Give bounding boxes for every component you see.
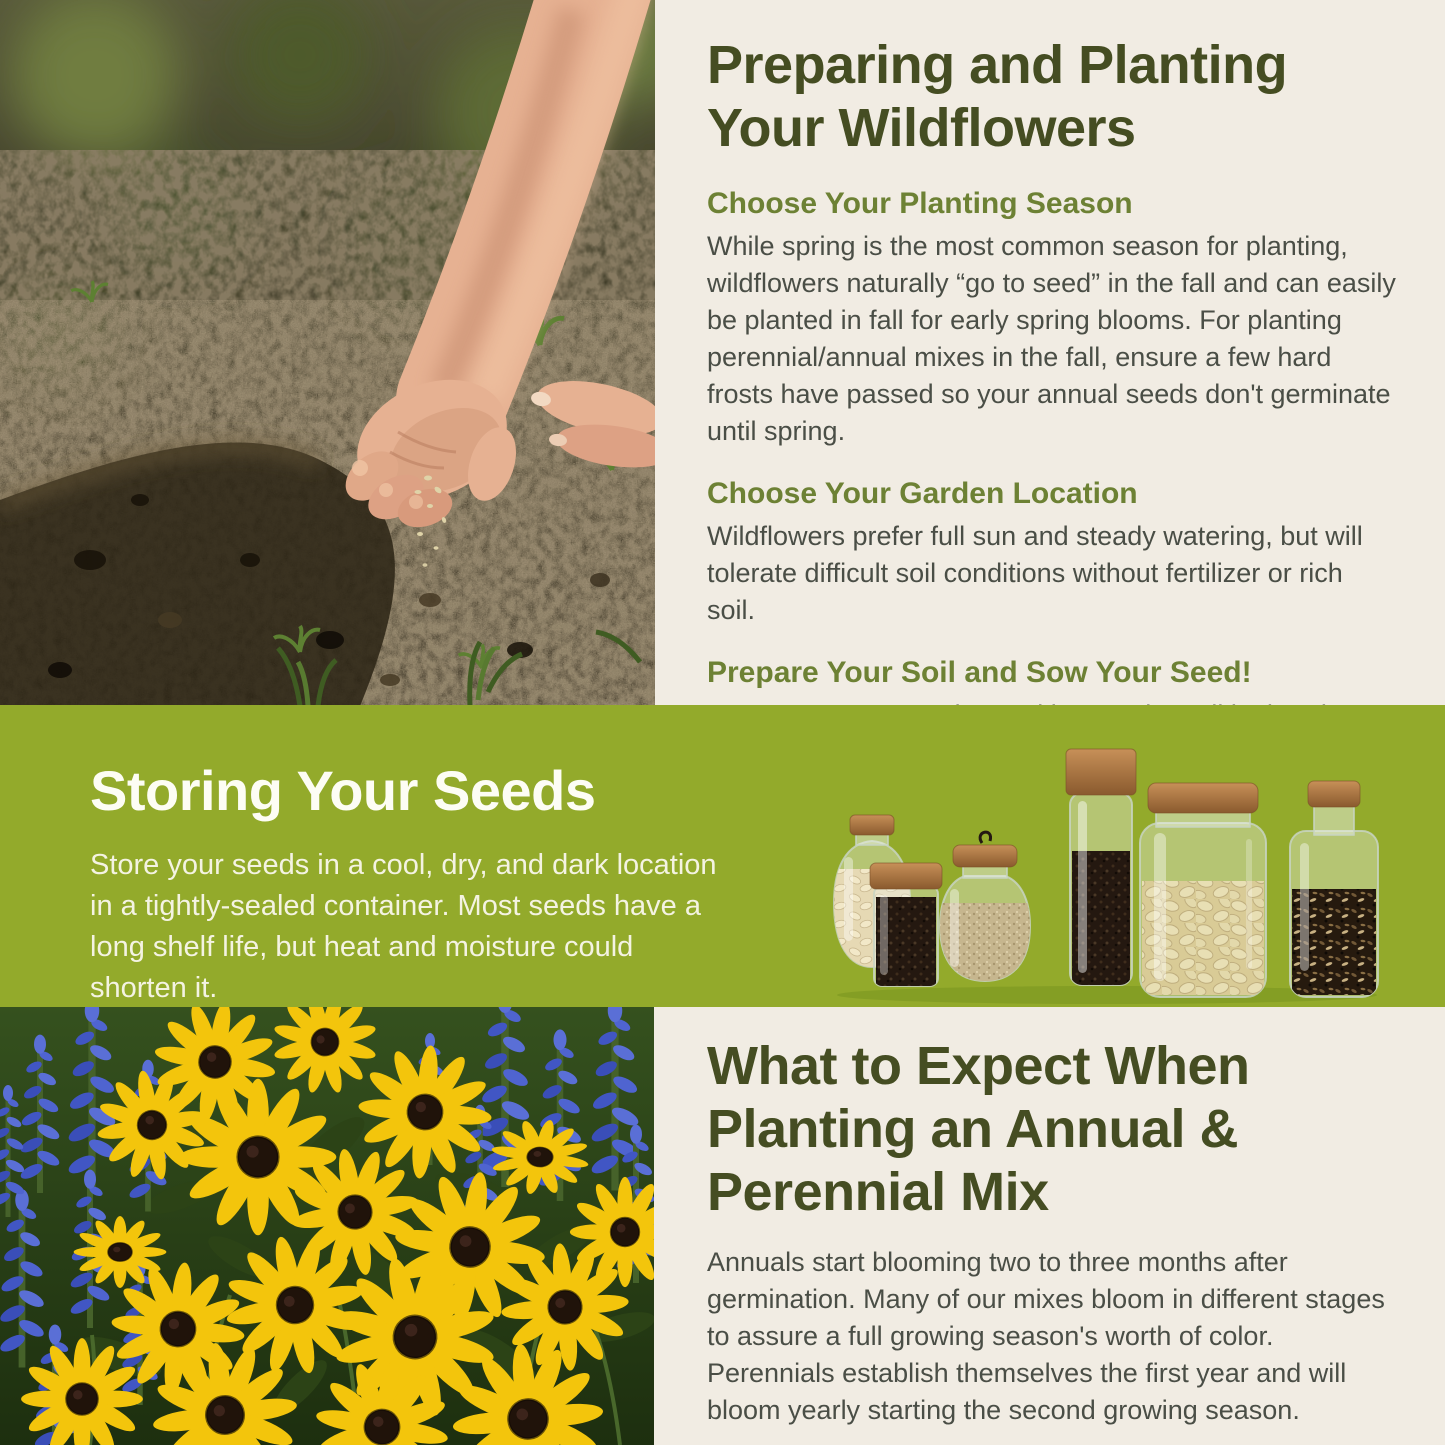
soil-photo-art: [0, 0, 655, 706]
expect-title-line-1: What to Expect When: [707, 1036, 1250, 1096]
section-planting-season: [707, 187, 1397, 450]
expect-title-line-3: Perennial Mix: [707, 1162, 1049, 1222]
seed-jars-art: [822, 731, 1397, 1007]
wildflowers-art: [0, 1007, 654, 1445]
seed-jar-slim-dark: [870, 863, 942, 986]
seed-jar-bottle: [1290, 781, 1378, 997]
seed-jar-squat: [940, 832, 1030, 981]
soil-sowing-photo: [0, 0, 655, 706]
seed-jar-pumpkin: [1140, 783, 1266, 997]
section-garden-location: [707, 477, 1397, 629]
section-heading-planting-season: Choose Your Planting Season: [707, 187, 1133, 220]
seed-jar-tall-tube: [1066, 749, 1136, 985]
page-title-line-1: Preparing and Planting: [707, 35, 1288, 95]
expect-body: Annuals start blooming two to three months after germination. Many of our mixes bloom in different stages to assure a full growing season's worth of color. Perennials establish themselves the first year and will bloom yearly starting the second growing season.: [707, 1247, 1385, 1425]
band-title: Storing Your Seeds: [90, 759, 596, 822]
expect-title: [707, 1035, 1393, 1224]
section-body-planting-season: While spring is the most common season for planting, wildflowers naturally “go to seed” in the fall and can easily be planted in fall for early spring blooms. For planting perennial/annual mixes in the fall, ensure a few hard frosts have passed so your annual seeds don't germinate until spring.: [707, 231, 1396, 446]
seed-jars-image: [822, 731, 1397, 1007]
expect-title-line-2: Planting an Annual &: [707, 1099, 1239, 1159]
wildflowers-photo: [0, 1007, 654, 1445]
page-title-line-2: Your Wildflowers: [707, 98, 1136, 158]
band-body: Store your seeds in a cool, dry, and dark location in a tightly-sealed container. Most seeds have a long shelf life, but heat and moisture could shorten it.: [90, 849, 717, 1004]
preparing-planting-panel: [655, 0, 1445, 706]
what-to-expect-panel: [654, 1007, 1445, 1445]
page-title: [707, 34, 1397, 160]
section-heading-prepare-soil: Prepare Your Soil and Sow Your Seed!: [707, 656, 1252, 689]
section-heading-garden-location: Choose Your Garden Location: [707, 477, 1138, 510]
storing-seeds-text: [90, 761, 738, 1009]
section-body-garden-location: Wildflowers prefer full sun and steady watering, but will tolerate difficult soil conditions without fertilizer or rich soil.: [707, 521, 1363, 625]
storing-seeds-band: [0, 705, 1445, 1007]
